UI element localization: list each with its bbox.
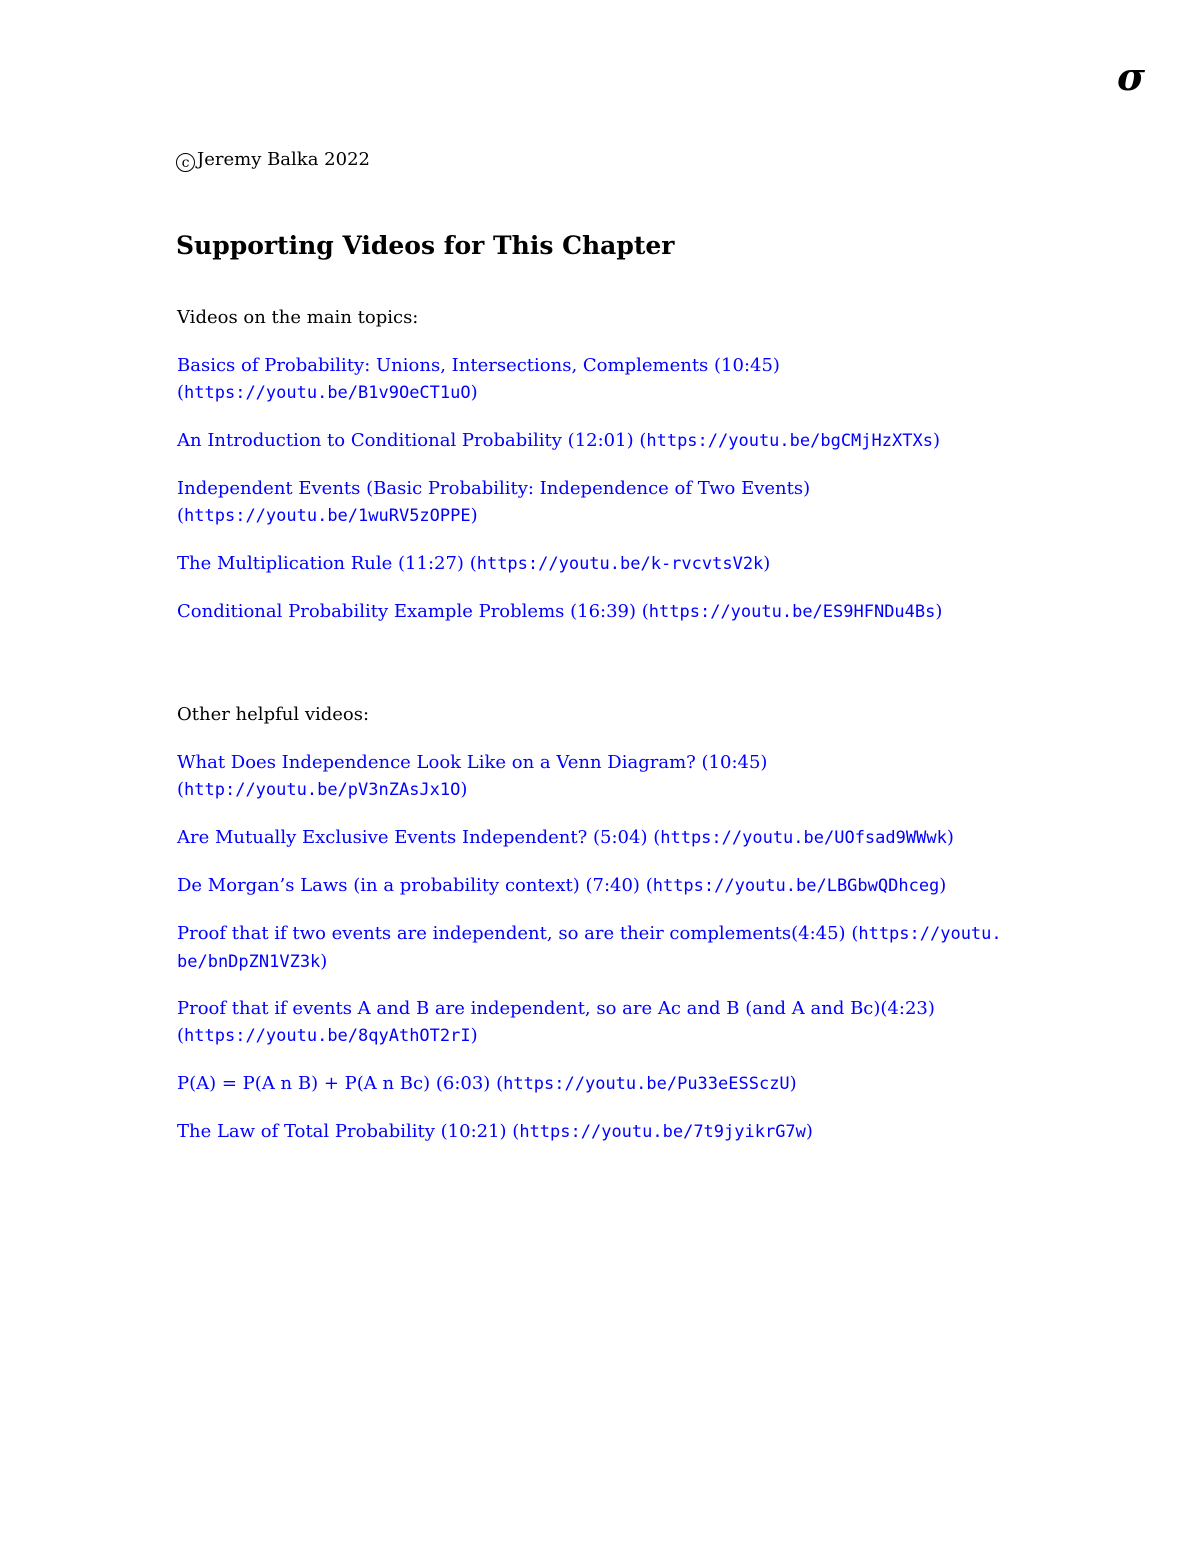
video-url[interactable]: https://youtu.be/k-rvcvtsV2k [476,554,764,574]
video-title[interactable]: Conditional Probability Example Problems [177,601,565,622]
copyright-text: Jeremy Balka 2022 [197,149,370,170]
video-title[interactable]: Proof that if two events are independent, so are their complements [177,923,792,944]
video-title[interactable]: An Introduction to Conditional Probability [177,430,562,451]
sigma-logo-icon: σ [1117,54,1146,99]
video-title[interactable]: De Morgan’s Laws (in a probability context) [177,875,580,896]
video-duration[interactable]: (10:21) [440,1121,507,1142]
video-link-other-6[interactable]: P(A) = P(A n B) + P(A n Bc) (6:03) (https://youtu.be/Pu33eESSczU) [177,1073,797,1094]
video-duration[interactable]: (12:01) [567,430,634,451]
section-title: Supporting Videos for This Chapter [176,231,675,260]
video-link-other-3[interactable]: De Morgan’s Laws (in a probability context) (7:40) (https://youtu.be/LBGbwQDhceg) [177,875,947,896]
video-title[interactable]: Are Mutually Exclusive Events Independent? [177,827,588,848]
video-url[interactable]: https://youtu.be/B1v9OeCT1uO [184,383,471,403]
video-duration[interactable]: (10:45) [714,355,780,376]
video-link-main-5[interactable]: Conditional Probability Example Problems (16:39) (https://youtu.be/ES9HFNDu4Bs) [177,601,943,622]
video-duration[interactable]: (11:27) [398,553,464,574]
video-url[interactable]: https://youtu.be/LBGbwQDhceg [652,876,940,896]
video-duration[interactable]: (6:03) [435,1073,491,1094]
video-url[interactable]: https://youtu.be/bgCMjHzXTXs [646,431,933,451]
video-duration[interactable]: (7:40) [585,875,640,896]
video-title[interactable]: The Law of Total Probability [177,1121,435,1142]
video-link-other-7[interactable]: The Law of Total Probability (10:21) (https://youtu.be/7t9jyikrG7w) [177,1121,813,1142]
video-title[interactable]: The Multiplication Rule [177,553,393,574]
video-duration[interactable]: (5:04) [593,827,648,848]
video-link-other-1[interactable]: What Does Independence Look Like on a Venn Diagram? (10:45) (http://youtu.be/pV3nZAsJx1O) [177,752,768,800]
video-url-continued[interactable]: be/bnDpZN1VZ3k [177,952,321,972]
video-title[interactable]: Proof that if events A and B are independent, so are Ac and B (and A and Bc) [177,998,881,1019]
video-link-other-4[interactable]: Proof that if two events are independent, so are their complements(4:45) (https://youtu. be/bnDpZN1VZ3k) [177,923,1002,972]
video-link-main-2[interactable]: An Introduction to Conditional Probability (12:01) (https://youtu.be/bgCMjHzXTXs) [177,430,940,451]
copyright-line [176,148,370,172]
video-link-main-1[interactable]: Basics of Probability: Unions, Intersections, Complements (10:45) (https://youtu.be/B1v9OeCT1uO) [177,355,780,403]
video-link-main-3[interactable]: Independent Events (Basic Probability: Independence of Two Events) (https://youtu.be/1wuRV5zOPPE) [177,478,811,526]
video-duration[interactable]: (10:45) [701,752,768,773]
video-link-main-4[interactable]: The Multiplication Rule (11:27) (https://youtu.be/k-rvcvtsV2k) [177,553,771,574]
video-url[interactable]: http://youtu.be/pV3nZAsJx1O [184,780,461,800]
video-url[interactable]: https://youtu.be/Pu33eESSczU [503,1074,790,1094]
video-title[interactable]: P(A) = P(A n B) + P(A n Bc) [177,1073,431,1094]
video-duration[interactable]: (4:45) [791,923,846,944]
copyright-icon: c [176,153,195,172]
video-url[interactable]: https://youtu.be/UOfsad9WWwk [660,828,947,848]
video-title[interactable]: Independent Events (Basic Probability: Independence of Two Events) [177,478,811,499]
video-duration[interactable]: (4:23) [880,998,935,1019]
video-url[interactable]: https://youtu.be/8qyAthOT2rI [184,1026,471,1046]
video-url[interactable]: https://youtu.be/ES9HFNDu4Bs [648,602,936,622]
video-url[interactable]: https://youtu.be/7t9jyikrG7w [519,1122,806,1142]
video-duration[interactable]: (16:39) [570,601,637,622]
video-url[interactable]: https://youtu.be/1wuRV5zOPPE [184,506,471,526]
video-link-other-5[interactable]: Proof that if events A and B are independent, so are Ac and B (and A and Bc)(4:23) (https://youtu.be/8qyAthOT2rI) [177,998,935,1046]
other-videos-intro: Other helpful videos: [177,704,370,725]
video-url[interactable]: https://youtu. [858,924,1002,944]
video-title[interactable]: What Does Independence Look Like on a Venn Diagram? [177,752,696,773]
video-title[interactable]: Basics of Probability: Unions, Intersections, Complements [177,355,709,376]
video-link-other-2[interactable]: Are Mutually Exclusive Events Independent? (5:04) (https://youtu.be/UOfsad9WWwk) [177,827,954,848]
main-topics-intro: Videos on the main topics: [177,307,419,328]
